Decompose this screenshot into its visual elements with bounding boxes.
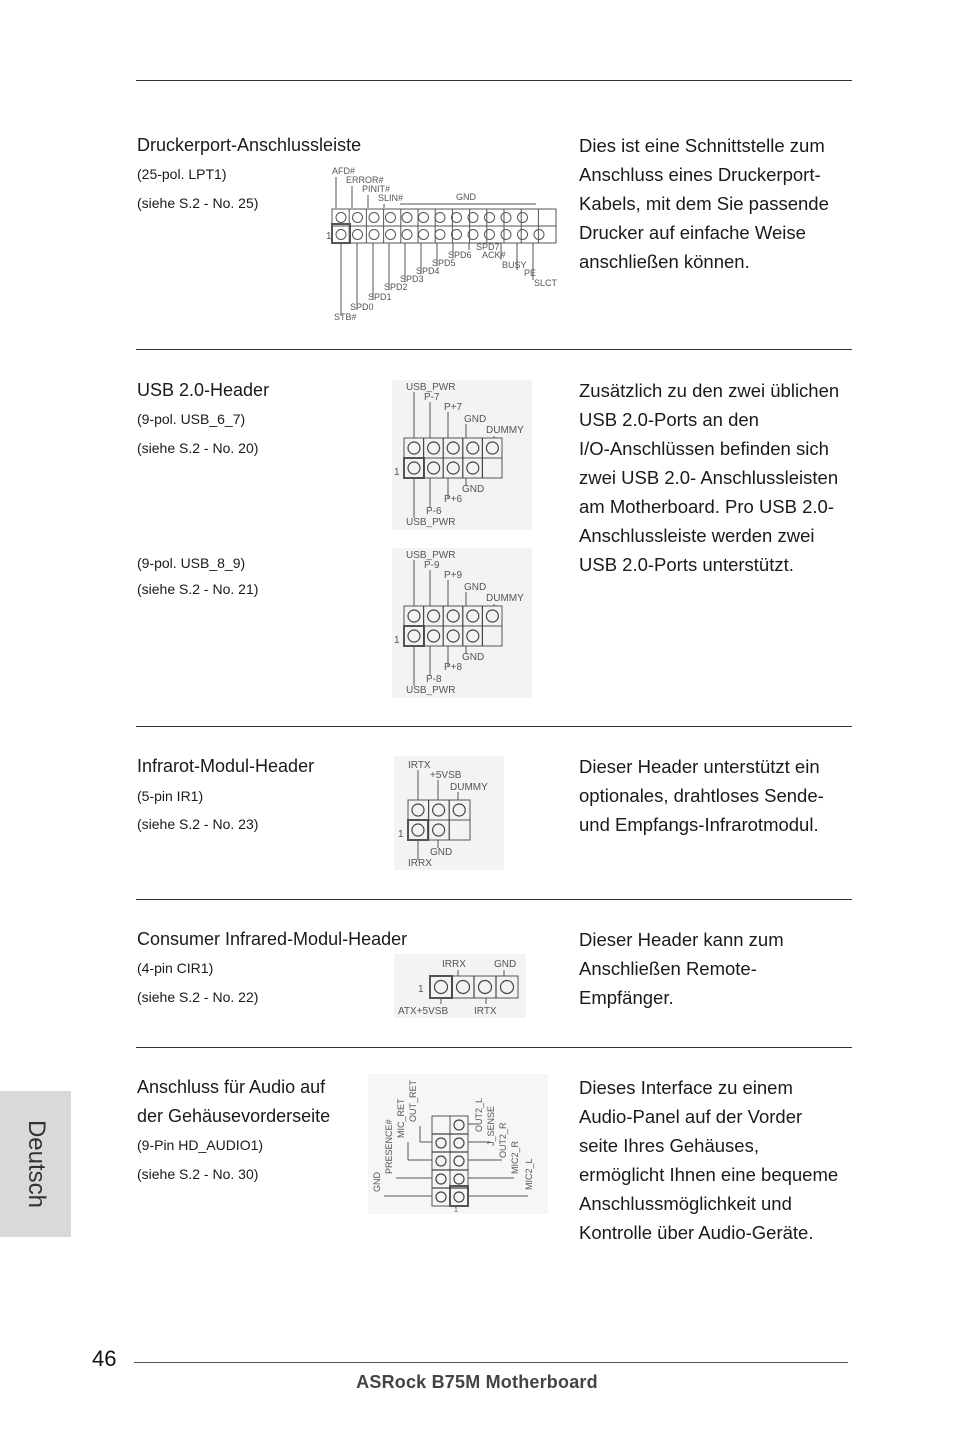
pin-hole [369,213,379,223]
pin-hole [485,230,495,240]
pin-hole [518,230,528,240]
audio-ref: (siehe S.2 - No. 30) [137,1166,259,1182]
audio-desc-line: Dieses Interface zu einem [579,1077,793,1098]
lbl-spd2: SPD2 [384,282,408,292]
cir-desc-line: Dieser Header kann zum [579,929,784,950]
lbl-mic-ret: MIC_RET [396,1098,406,1138]
lbl-spd0: SPD0 [350,302,374,312]
section-divider [136,349,852,350]
language-tab-label: Deutsch [22,1119,50,1209]
usb-desc-line: zwei USB 2.0- Anschlussleisten [579,467,839,488]
lbl-slin: SLIN# [378,193,404,203]
lbl-dummy: DUMMY [486,425,524,436]
usb-description [579,376,854,579]
lbl-mic2-r: MIC2_R [510,1140,520,1174]
pin-hole [452,213,462,223]
audio-title-line2: der Gehäusevorderseite [137,1106,331,1126]
lbl-presence: PRESENCE# [384,1119,394,1174]
audio-pin-diagram [368,1074,548,1214]
usb-desc-line: Anschlussleiste werden zwei [579,525,815,546]
audio-description [579,1073,854,1247]
pin-hole [485,213,495,223]
cir-desc-line: Empfänger. [579,987,674,1008]
usb-desc-line: I/O-Anschlüssen befinden sich [579,438,829,459]
pin-hole [353,213,363,223]
cir-title: Consumer Infrared-Modul-Header [137,929,408,949]
lbl-pinit: PINIT# [362,184,391,194]
usb89-pin-one: 1 [394,635,400,646]
lbl-usb-pwr: USB_PWR [406,550,456,561]
lbl-slct: SLCT [534,278,558,288]
lbl-p-minus: P-7 [424,392,440,403]
lbl-spd7: SPD7 [476,242,500,252]
footer-rule [134,1362,848,1363]
lpt-description [579,131,854,276]
lbl-irtx: IRTX [474,1006,497,1017]
usb89-ref: (siehe S.2 - No. 21) [137,581,259,597]
pin-hole [501,213,511,223]
lbl-gnd: GND [430,847,453,858]
section-divider [136,899,852,900]
usb89-pins: (9-pol. USB_8_9) [137,555,246,571]
lbl-p-minus-b: P-6 [426,506,442,517]
lbl-irrx: IRRX [442,959,466,970]
lbl-usb-pwr-b: USB_PWR [406,685,456,696]
lbl-p-plus-b: P+6 [444,494,463,505]
lbl-gnd: GND [494,959,517,970]
lbl-p-plus: P+7 [444,402,463,413]
lbl-spd4: SPD4 [416,266,440,276]
lbl-p-plus-b: P+8 [444,662,463,673]
ir-desc-line: optionales, drahtloses Sende- [579,785,824,806]
lpt-pins: (25-pol. LPT1) [137,166,227,182]
lbl-irrx: IRRX [408,858,432,869]
lbl-p-minus-b: P-8 [426,674,442,685]
lbl-gnd: GND [464,582,487,593]
audio-desc-line: Kontrolle über Audio-Geräte. [579,1222,814,1243]
pin-hole [501,230,511,240]
lpt-pin-one: 1 [326,231,332,242]
lbl-usb-pwr-b: USB_PWR [406,517,456,528]
lpt-ref: (siehe S.2 - No. 25) [137,195,259,211]
ir-title: Infrarot-Modul-Header [137,756,315,776]
lpt-desc-line: Kabels, mit dem Sie passende [579,193,829,214]
lbl-pe: PE [524,268,537,278]
usb67-pins: (9-pol. USB_6_7) [137,411,246,427]
lbl-dummy: DUMMY [450,782,488,793]
lbl-gnd: GND [464,414,487,425]
lbl-p-minus: P-9 [424,560,440,571]
pin-hole [402,230,412,240]
ir-desc-line: Dieser Header unterstützt ein [579,756,820,777]
lpt-desc-line: Anschluss eines Druckerport- [579,164,821,185]
lpt-title: Druckerport-Anschlussleiste [137,135,362,155]
pin-hole [419,230,429,240]
lbl-spd5: SPD5 [432,258,456,268]
lbl-gnd: GND [372,1172,382,1192]
lpt-desc-line: Dies ist eine Schnittstelle zum [579,135,825,156]
language-tab [0,1091,71,1237]
pin-hole [534,230,544,240]
usb-desc-line: Zusätzlich zu den zwei üblichen [579,380,840,401]
lbl-usb-pwr: USB_PWR [406,382,456,393]
lbl-spd3: SPD3 [400,274,424,284]
pin-hole [369,230,379,240]
usb-desc-line: am Motherboard. Pro USB 2.0- [579,496,834,517]
lbl-gnd-b: GND [462,484,485,495]
section-divider [136,726,852,727]
usb67-ref: (siehe S.2 - No. 20) [137,440,259,456]
lbl-out2-r: OUT2_R [498,1122,508,1158]
cir-desc-line: Anschließen Remote- [579,958,757,979]
footer-text: ASRock B75M Motherboard [356,1372,598,1392]
pin-hole [435,230,445,240]
audio-title: Anschluss für Audio auf [137,1077,326,1097]
lbl-gnd: GND [456,192,476,202]
usb67-pin-one: 1 [394,467,400,478]
usb67-pin-diagram [392,380,532,530]
pin-hole [386,230,396,240]
section-divider [136,1047,852,1048]
cir-pin-one: 1 [418,984,424,995]
cir-pin-diagram [394,954,526,1018]
pin-hole [336,230,346,240]
ir-desc-line: und Empfangs-Infrarotmodul. [579,814,819,835]
lbl-error: ERROR# [346,175,384,185]
pin-hole [402,213,412,223]
lbl-spd6: SPD6 [448,250,472,260]
lbl-stb: STB# [334,312,357,322]
pin-hole [518,213,528,223]
usb-title: USB 2.0-Header [137,380,270,400]
audio-desc-line: Anschlussmöglichkeit und [579,1193,792,1214]
lbl-spd1: SPD1 [368,292,392,302]
ir-pin-one: 1 [398,829,404,840]
audio-desc-line: seite Ihres Gehäuses, [579,1135,759,1156]
usb-desc-line: USB 2.0-Ports an den [579,409,759,430]
lbl-out2-l: OUT2_L [474,1097,484,1132]
lbl-dummy: DUMMY [486,593,524,604]
ir-pin-diagram [394,756,504,870]
audio-desc-line: Audio-Panel auf der Vorder [579,1106,803,1127]
lpt-desc-line: anschließen können. [579,251,750,272]
lbl-5vsb: +5VSB [430,770,462,781]
lpt-desc-line: Drucker auf einfache Weise [579,222,806,243]
ir-pins: (5-pin IR1) [137,788,204,804]
pin-hole [386,213,396,223]
lpt-pin-diagram [326,160,562,326]
ir-description [579,752,854,839]
usb-desc-line: USB 2.0-Ports unterstützt. [579,554,794,575]
cir-ref: (siehe S.2 - No. 22) [137,989,259,1005]
pin-hole [419,213,429,223]
lbl-irtx: IRTX [408,760,431,771]
top-rule [136,80,852,81]
lbl-atx5vsb: ATX+5VSB [398,1006,449,1017]
audio-desc-line: ermöglicht Ihnen eine bequeme [579,1164,839,1185]
pin-hole [336,213,346,223]
lbl-afd: AFD# [332,166,356,176]
pin-hole [452,230,462,240]
audio-pins: (9-Pin HD_AUDIO1) [137,1137,264,1153]
lbl-out-ret: OUT_RET [408,1079,418,1122]
lbl-p-plus: P+9 [444,570,463,581]
pin-hole [353,230,363,240]
lbl-gnd-b: GND [462,652,485,663]
audio-pin-one: 1 [454,1207,458,1214]
lbl-ack: ACK# [482,250,506,260]
cir-pins: (4-pin CIR1) [137,960,214,976]
page-number: 46 [92,1346,117,1371]
usb89-pin-diagram [392,548,532,698]
ir-ref: (siehe S.2 - No. 23) [137,816,259,832]
cir-description [579,925,854,1012]
lbl-mic2-l: MIC2_L [524,1158,534,1190]
lbl-j-sense: J_SENSE [486,1105,496,1146]
lbl-busy: BUSY [502,260,527,270]
pin-hole [435,213,445,223]
